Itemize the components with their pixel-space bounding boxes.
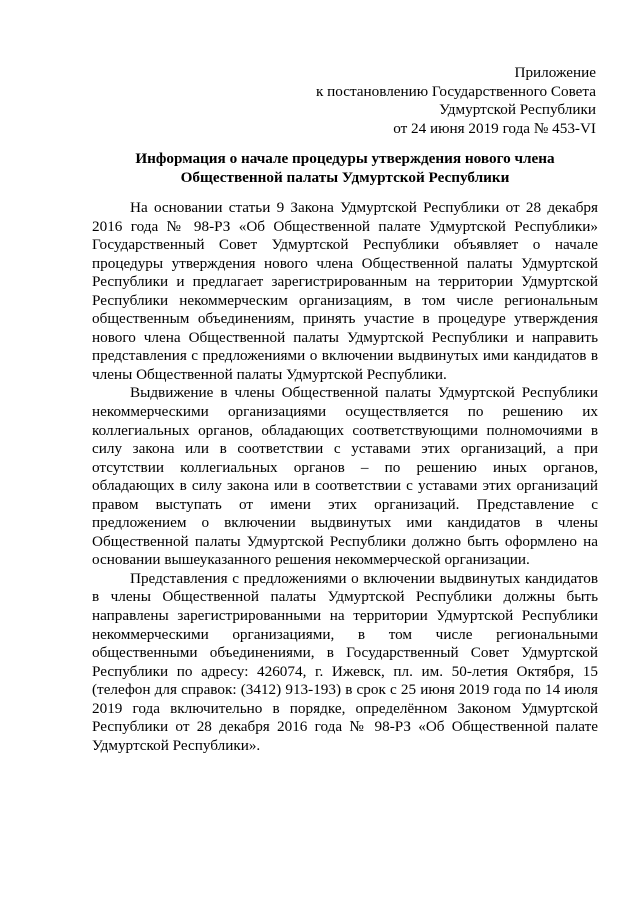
appendix-resolution: к постановлению Государственного Совета	[315, 82, 596, 100]
title-line-2: Общественной палаты Удмуртской Республики	[180, 168, 510, 186]
paragraph-announcement: На основании статьи 9 Закона Удмуртской Республики от 28 декабря 2016 года № 98-РЗ «Об Общественной палате Удмуртской Республики» Государственный Совет Удмуртской Республики объявляет о начале процедуры утверждения нового члена Общественной палаты Удмуртской Республики и предлагает зарегистрированным на территории Удмуртской Республики некоммерческим организациям, в том числе региональным общественным объединениям, принять участие в процедуре утверждения нового члена Общественной палаты Удмуртской Республики и направить представления с предложениями о включении выдвинутых ими кандидатов в члены Общественной палаты Удмуртской Республики.	[92, 199, 598, 383]
appendix-republic: Удмуртской Республики	[439, 101, 596, 119]
appendix-label: Приложение	[514, 64, 596, 81]
appendix-date-number: от 24 июня 2019 года № 453-VI	[393, 119, 596, 137]
paragraph-nomination: Выдвижение в члены Общественной палаты Удмуртской Республики некоммерческими организациями осуществляется по решению их коллегиальных органов, обладающих соответствующими полномочиями в силу закона или в соответствии с уставами этих организаций, а при отсутствии коллегиальных органов – по решению иных органов, обладающих в силу закона или в соответствии с уставами этих организаций правом выступать от имени этих организаций. Представление с предложением о включении выдвинутых ими кандидатов в члены Общественной палаты Удмуртской Республики должно быть оформлено на основании вышеуказанного решения некоммерческой организации.	[92, 384, 598, 569]
document-body	[92, 199, 598, 755]
document-title	[92, 150, 598, 187]
title-line-1: Информация о начале процедуры утверждения нового члена	[135, 150, 555, 167]
appendix-block	[176, 64, 596, 138]
paragraph-submission: Представления с предложениями о включении выдвинутых кандидатов в члены Общественной палаты Удмуртской Республики должны быть направлены зарегистрированными на территории Удмуртской Республики некоммерческими организациями, в том числе региональными общественными объединениями, в Государственный Совет Удмуртской Республики по адресу: 426074, г. Ижевск, пл. им. 50-летия Октября, 15 (телефон для справок: (3412) 913-193) в срок с 25 июня 2019 года по 14 июля 2019 года включительно в порядке, определённом Законом Удмуртской Республики от 28 декабря 2016 года № 98-РЗ «Об Общественной палате Удмуртской Республики».	[92, 569, 598, 754]
